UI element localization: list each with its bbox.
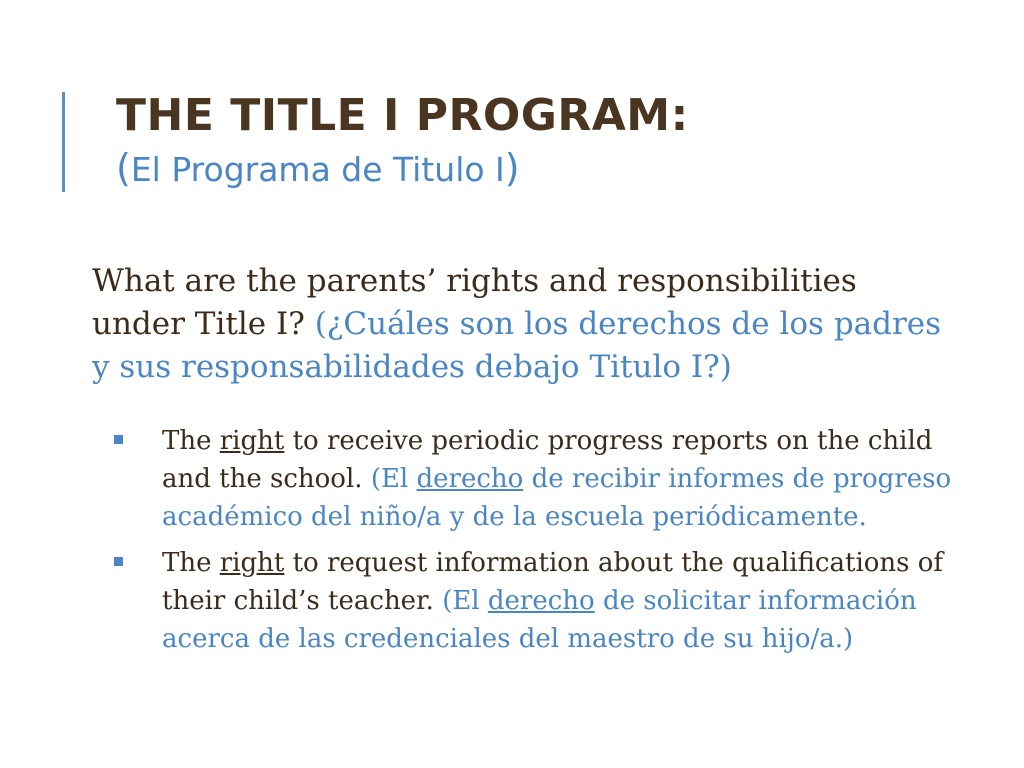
question-english: What are the parents’ rights and responsibilities under Title I? (92, 263, 857, 342)
slide-title: THE TITLE I PROGRAM: (116, 90, 689, 141)
bullet-es-pre: (El (442, 586, 488, 616)
subtitle-open-paren: ( (116, 146, 131, 190)
bullet-en-underlined: right (219, 426, 285, 456)
slide-subtitle (116, 146, 976, 192)
rights-list (110, 422, 970, 666)
bullet-en-pre: The (162, 426, 220, 456)
bullet-en-underlined: right (219, 548, 285, 578)
bullet-en-post: to receive periodic progress reports on the child and the school. (162, 426, 933, 494)
bullet-es-pre: (El (370, 464, 417, 494)
bullet-es-post: de solicitar información acerca de las credenciales del maestro de su hijo/a.) (162, 586, 917, 654)
bullet-en-post: to request information about the qualifications of their child’s teacher. (162, 548, 944, 616)
square-bullet-icon (114, 435, 123, 444)
question-spanish: (¿Cuáles son los derechos de los padres y sus responsabilidades debajo Titulo I?) (92, 306, 942, 385)
square-bullet-icon (114, 557, 123, 566)
list-item (110, 544, 970, 658)
title-accent-line (62, 92, 65, 192)
subtitle-text: El Programa de Titulo I (130, 150, 505, 189)
subtitle-close-paren: ) (504, 146, 520, 190)
list-item (110, 422, 970, 536)
bullet-es-underlined: derecho (487, 586, 595, 616)
question-paragraph (92, 260, 952, 389)
bullet-es-underlined: derecho (416, 464, 524, 494)
bullet-en-pre: The (162, 548, 220, 578)
title-block (116, 88, 976, 192)
bullet-es-post: de recibir informes de progreso académico del niño/a y de la escuela periódicamente. (162, 464, 952, 532)
